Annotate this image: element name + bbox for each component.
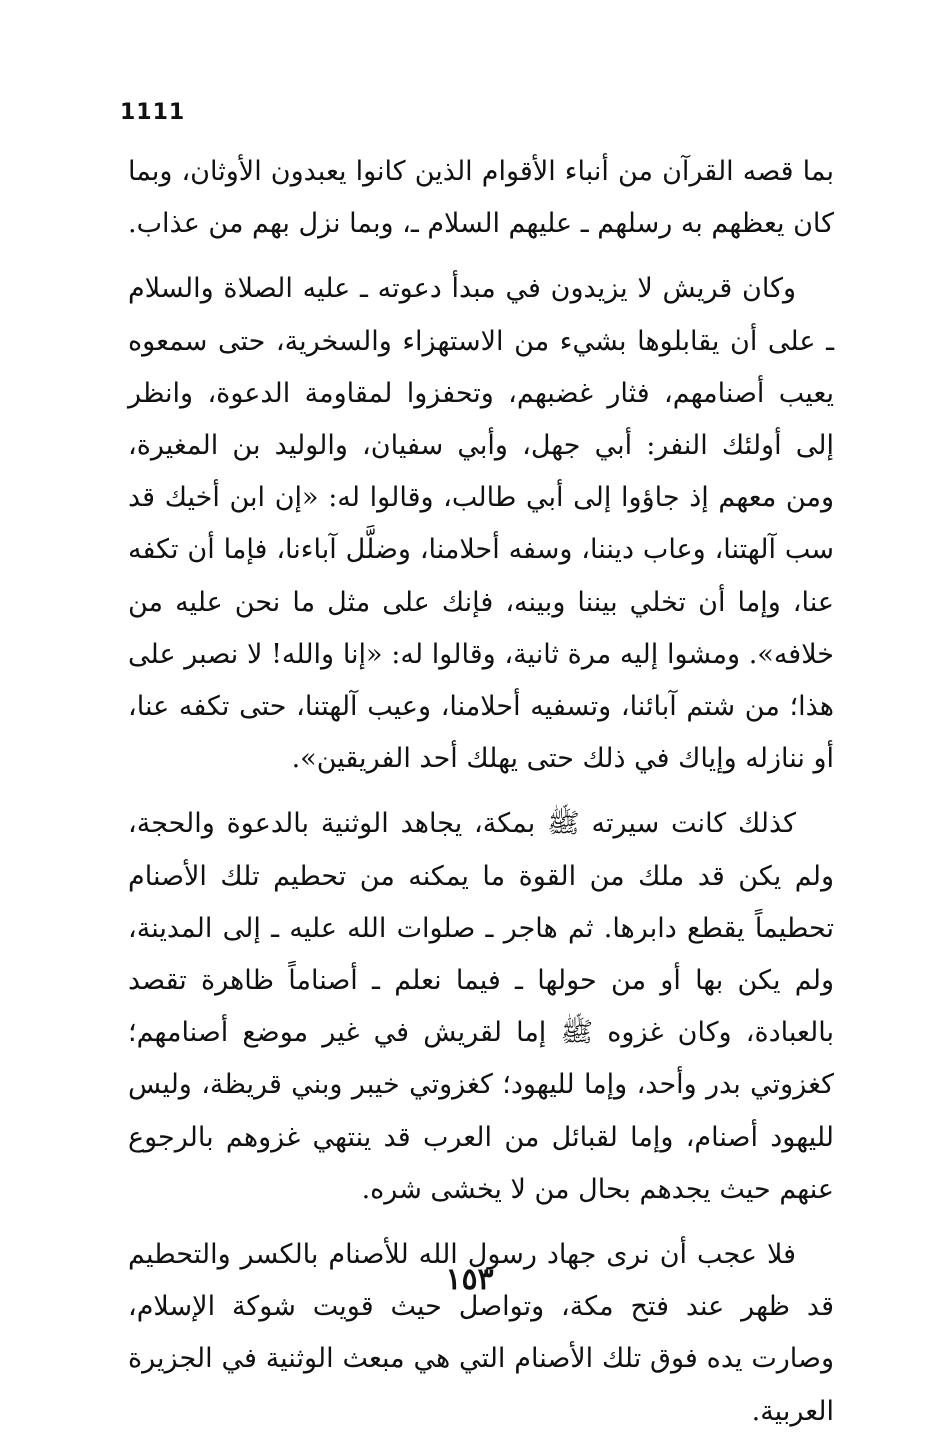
- paragraph-4: فلا عجب أن نرى جهاد رسول الله للأصنام بالكسر والتحطيم قد ظهر عند فتح مكة، وتواصل حيث قويت شوكة الإسلام، وصارت يده فوق تلك الأصنام التي هي مبعث الوثنية في الجزيرة العربية.: [128, 1239, 834, 1427]
- paragraph-3: كذلك كانت سيرته ﷺ بمكة، يجاهد الوثنية بالدعوة والحجة، ولم يكن قد ملك من القوة ما يمكنه من تحطيم تلك الأصنام تحطيماً يقطع دابرها. ثم هاجر ـ صلوات الله عليه ـ إلى المدينة، ولم يكن بها أو من حولها ـ فيما نعلم ـ أصناماً ظاهرة تقصد بالعبادة، وكان غزوه ﷺ إما لقريش في غير موضع أصنامهم؛ كغزوتي بدر وأحد، وإما لليهود؛ كغزوتي خيبر وبني قريظة، وليس لليهود أصنام، وإما لقبائل من العرب قد ينتهي غزوهم بالرجوع عنهم حيث يجدهم بحال من لا يخشى شره.: [128, 808, 834, 1205]
- body-text: [128, 146, 834, 1451]
- paragraph-1: بما قصه القرآن من أنباء الأقوام الذين كانوا يعبدون الأوثان، وبما كان يعظهم به رسلهم ـ عليهم السلام ـ، وبما نزل بهم من عذاب.: [128, 156, 834, 240]
- page-header-marker: 1111: [120, 100, 186, 125]
- paragraph-2: وكان قريش لا يزيدون في مبدأ دعوته ـ عليه الصلاة والسلام ـ على أن يقابلوها بشيء من الاستهزاء والسخرية، حتى سمعوه يعيب أصنامهم، فثار غضبهم، وتحفزوا لمقاومة الدعوة، وانظر إلى أولئك النفر: أبي جهل، وأبي سفيان، والوليد بن المغيرة، ومن معهم إذ جاؤوا إلى أبي طالب، وقالوا له: «إن ابن أخيك قد سب آلهتنا، وعاب ديننا، وسفه أحلامنا، وضلَّل آباءنا، فإما أن تكفه عنا، وإما أن تخلي بيننا وبينه، فإنك على مثل ما نحن عليه من خلافه». ومشوا إليه مرة ثانية، وقالوا له: «إنا والله! لا نصبر على هذا؛ من شتم آبائنا، وتسفيه أحلامنا، وعيب آلهتنا، حتى تكفه عنا، أو ننازله وإياك في ذلك حتى يهلك أحد الفريقين».: [128, 273, 834, 775]
- page-number: ١٥٣: [445, 1262, 494, 1297]
